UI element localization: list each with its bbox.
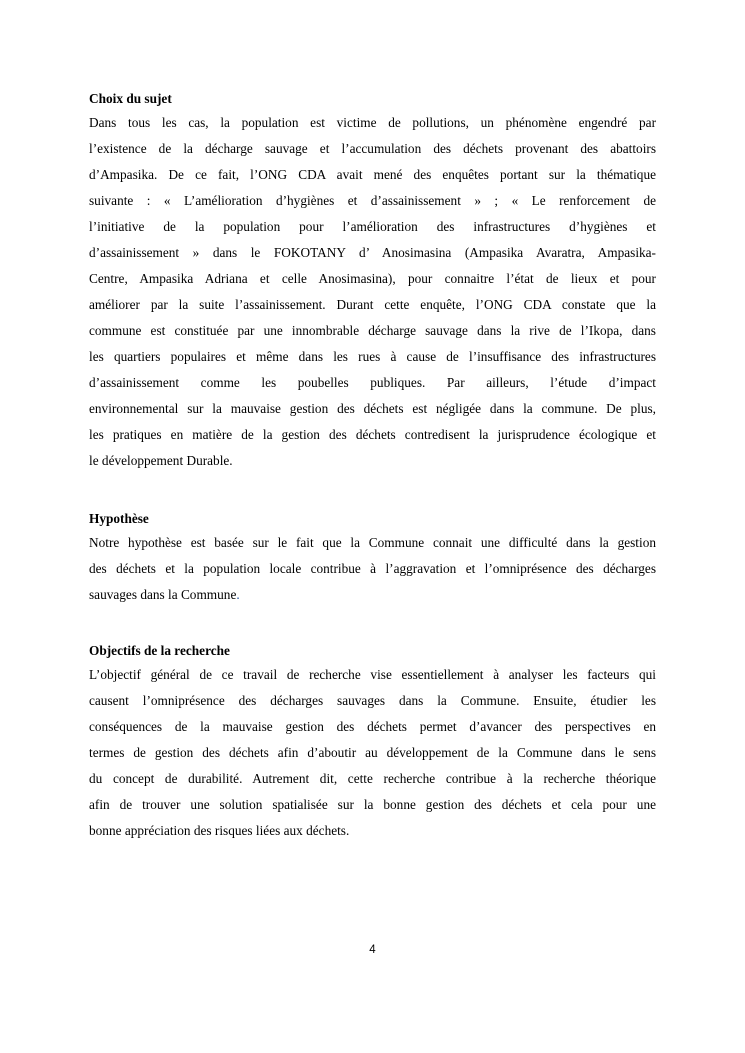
- section-body: [89, 662, 656, 844]
- section-heading: Objectifs de la recherche: [89, 643, 230, 658]
- text-line: Notre hypothèse est basée sur le fait que la Commune connait une difficulté dans la gestion: [89, 535, 656, 550]
- section-objectifs: [89, 642, 656, 844]
- section-heading: Hypothèse: [89, 511, 149, 526]
- text-line: d’Ampasika. De ce fait, l’ONG CDA avait mené des enquêtes portant sur la thématique: [89, 167, 656, 182]
- text-line: L’objectif général de ce travail de recherche vise essentiellement à analyser les facteurs qui: [89, 667, 656, 682]
- text-line: termes de gestion des déchets afin d’aboutir au développement de la Commune dans le sens: [89, 745, 656, 760]
- text-line: les quartiers populaires et même dans les rues à cause de l’insuffisance des infrastructures: [89, 349, 656, 364]
- text-line: des déchets et la population locale contribue à l’aggravation et l’omniprésence des décharges: [89, 561, 656, 576]
- page-number: 4: [369, 944, 376, 956]
- text-line: Dans tous les cas, la population est victime de pollutions, un phénomène engendré par: [89, 115, 656, 130]
- text-line: environnemental sur la mauvaise gestion des déchets est négligée dans la commune. De plus,: [89, 401, 656, 416]
- text-line: les pratiques en matière de la gestion des déchets contredisent la jurisprudence écologique et: [89, 427, 656, 442]
- text-line: suivante : « L’amélioration d’hygiènes et d’assainissement » ; « Le renforcement de: [89, 193, 656, 208]
- section-body: [89, 110, 656, 474]
- text-line: l’existence de la décharge sauvage et l’accumulation des déchets provenant des abattoirs: [89, 141, 656, 156]
- text-fragment: sauvages dans la Commune: [89, 587, 237, 602]
- text-line: le développement Durable.: [89, 453, 233, 468]
- text-line: d’assainissement » dans le FOKOTANY d’ Anosimasina (Ampasika Avaratra, Ampasika-: [89, 245, 656, 260]
- final-period: .: [236, 587, 240, 602]
- text-line: [89, 582, 656, 608]
- section-hypothese: [89, 510, 656, 608]
- section-body: [89, 530, 656, 608]
- text-line: afin de trouver une solution spatialisée sur la bonne gestion des déchets et cela pour une: [89, 797, 656, 812]
- text-line: d’assainissement comme les poubelles publiques. Par ailleurs, l’étude d’impact: [89, 375, 656, 390]
- section-choix-du-sujet: [89, 90, 656, 474]
- text-line: bonne appréciation des risques liées aux déchets.: [89, 823, 350, 838]
- text-line: du concept de durabilité. Autrement dit, cette recherche contribue à la recherche théorique: [89, 771, 656, 786]
- text-line: commune est constituée par une innombrable décharge sauvage dans la rive de l’Ikopa, dans: [89, 323, 656, 338]
- text-line: conséquences de la mauvaise gestion des déchets permet d’avancer des perspectives en: [89, 719, 656, 734]
- text-line: l’initiative de la population pour l’amélioration des infrastructures d’hygiènes et: [89, 219, 656, 234]
- section-heading: Choix du sujet: [89, 91, 172, 106]
- text-line: causent l’omniprésence des décharges sauvages dans la Commune. Ensuite, étudier les: [89, 693, 656, 708]
- text-line: améliorer par la suite l’assainissement. Durant cette enquête, l’ONG CDA constate que la: [89, 297, 656, 312]
- text-line: Centre, Ampasika Adriana et celle Anosimasina), pour connaitre l’état de lieux et pour: [89, 271, 656, 286]
